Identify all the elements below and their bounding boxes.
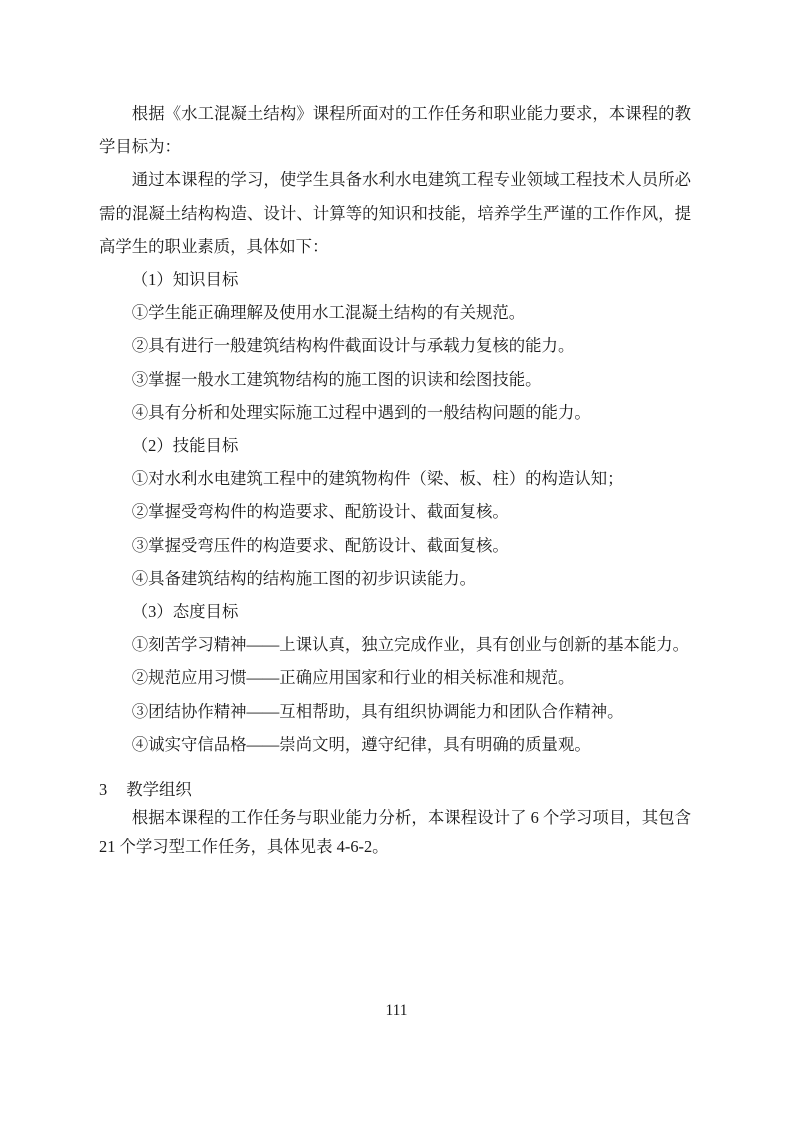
goal-section-attitude-heading: （3）态度目标 <box>131 602 239 622</box>
section-3-number: 3 <box>99 780 108 800</box>
goal-item: ④具备建筑结构的结构施工图的初步识读能力。 <box>131 568 476 588</box>
goal-item: ①对水利水电建筑工程中的建筑物构件（梁、板、柱）的构造认知； <box>131 469 624 489</box>
paragraph-teaching-organization: 根据本课程的工作任务与职业能力分析，本课程设计了 6 个学习项目，其包含 21 个学习型工作任务，具体见表 4-6-2。 <box>99 808 691 856</box>
goal-section-skill-heading: （2）技能目标 <box>131 436 239 456</box>
section-teaching-organization <box>99 776 691 861</box>
goal-section-attitude <box>99 595 691 761</box>
goal-item: ③掌握一般水工建筑物结构的施工图的识读和绘图技能。 <box>131 369 542 389</box>
goal-item: ②具有进行一般建筑结构构件截面设计与承载力复核的能力。 <box>131 336 575 356</box>
paragraph-course-goal-intro: 根据《水工混凝土结构》课程所面对的工作任务和职业能力要求，本课程的教学目标为： <box>99 104 691 157</box>
goal-item: ④诚实守信品格——崇尚文明，遵守纪律，具有明确的质量观。 <box>131 734 591 754</box>
section-3-title: 教学组织 <box>126 780 192 800</box>
goal-section-knowledge-heading: （1）知识目标 <box>131 270 239 290</box>
goal-section-skill <box>99 429 691 595</box>
goal-item: ④具有分析和处理实际施工过程中遇到的一般结构问题的能力。 <box>131 402 591 422</box>
goal-item: ③掌握受弯压件的构造要求、配筋设计、截面复核。 <box>131 535 509 555</box>
goal-item: ②规范应用习惯——正确应用国家和行业的相关标准和规范。 <box>131 668 575 688</box>
goal-item: ②掌握受弯构件的构造要求、配筋设计、截面复核。 <box>131 502 509 522</box>
goal-item: ①学生能正确理解及使用水工混凝土结构的有关规范。 <box>131 303 526 323</box>
paragraph-course-goal-detail: 通过本课程的学习，使学生具备水利水电建筑工程专业领域工程技术人员所必需的混凝土结构构造、设计、计算等的知识和技能，培养学生严谨的工作作风，提高学生的职业素质，具体如下： <box>99 170 691 256</box>
section-3-heading <box>99 776 691 804</box>
page-content <box>99 97 691 861</box>
page-number: 111 <box>385 1002 408 1019</box>
goal-item: ③团结协作精神——互相帮助，具有组织协调能力和团队合作精神。 <box>131 701 624 721</box>
goal-section-knowledge <box>99 263 691 429</box>
goal-item: ①刻苦学习精神——上课认真，独立完成作业，具有创业与创新的基本能力。 <box>131 635 690 655</box>
